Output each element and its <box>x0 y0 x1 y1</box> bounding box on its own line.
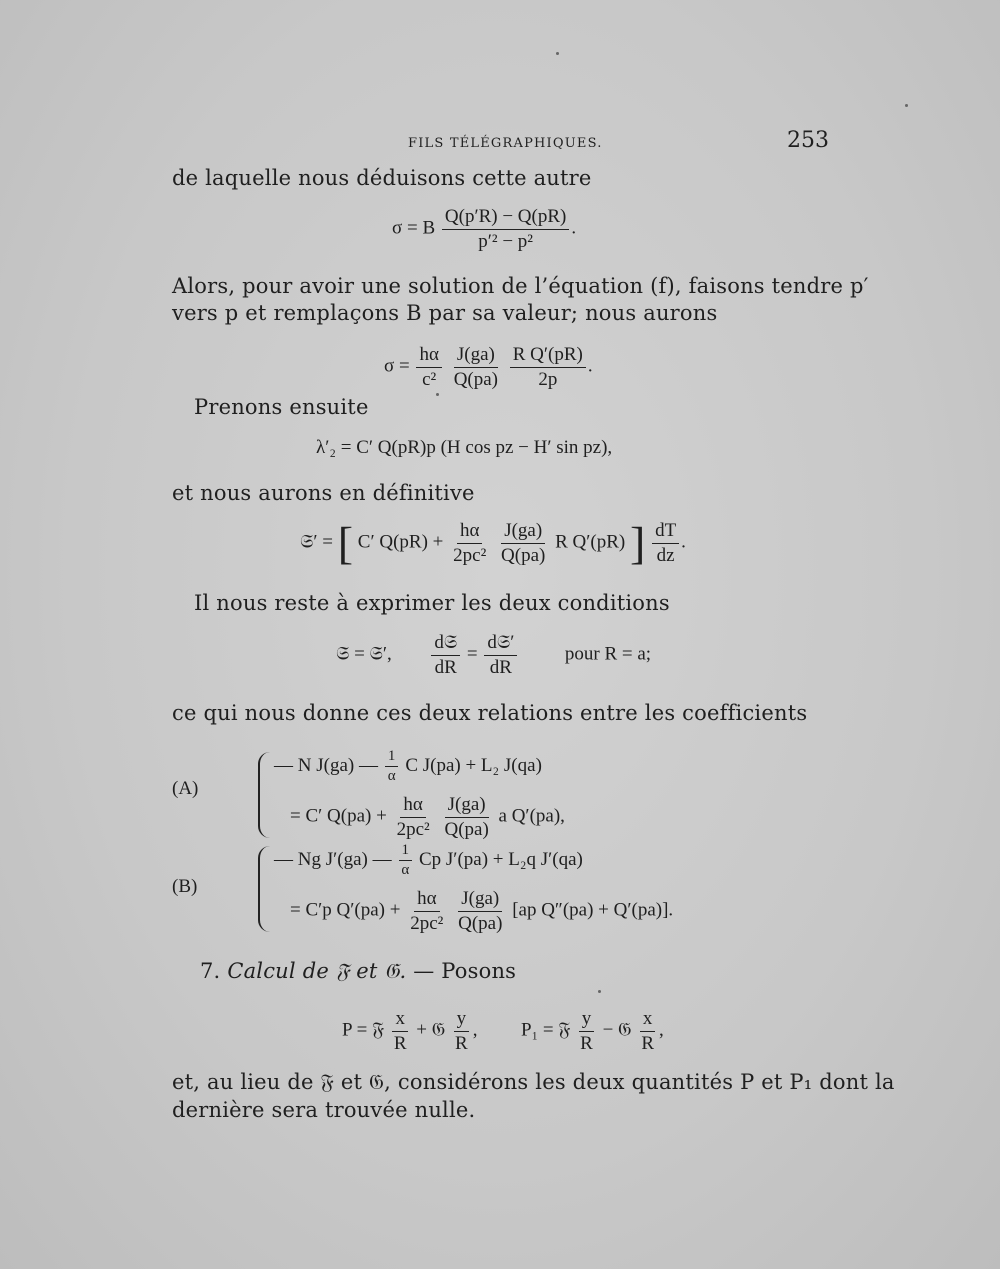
paragraph-6: ce qui nous donne ces deux relations entre les coefficients <box>172 701 808 725</box>
sysA-l1-den: α <box>387 768 396 785</box>
eq5-f2-num: d𝔖′ <box>484 632 517 656</box>
eq5-f2-den: dR <box>489 656 512 678</box>
paragraph-3: Prenons ensuite <box>194 395 369 419</box>
eq4-f1-den: 2pc² <box>453 544 487 566</box>
eq4-frac-3 <box>652 520 679 567</box>
sysA-l2-b: a Q′(pa), <box>498 805 565 827</box>
eq6-f2-num: y <box>454 1008 470 1032</box>
eq1-denominator: p′² − p² <box>478 230 533 252</box>
eq4-term-b: R Q′(pR) <box>555 531 626 553</box>
sysA-l1-a: — N J(ga) — <box>274 755 378 777</box>
eq4-f2-den: Q(pa) <box>501 544 546 566</box>
equation-conditions <box>336 632 651 679</box>
sysB-l2-f2-num: J(ga) <box>458 888 502 912</box>
eq5-term-a: 𝔖 = 𝔖′, <box>336 643 392 665</box>
sysB-l2-a: = C′p Q′(pa) + <box>290 899 401 921</box>
eq6-f3-num: y <box>579 1008 595 1032</box>
sysA-l2-frac-1 <box>394 794 433 841</box>
eq6-frac-2 <box>452 1008 471 1055</box>
sysB-l1-a: — Ng J′(ga) — <box>274 849 392 871</box>
system-b-label: (B) <box>172 876 198 897</box>
eq6-f4-num: x <box>640 1008 656 1032</box>
eq4-close-bracket: ] <box>629 517 646 569</box>
eq4-open-bracket: [ <box>337 517 354 569</box>
paragraph-2a: Alors, pour avoir une solution de l’équation (f), faisons tendre p′ <box>172 274 869 298</box>
eq4-term-a: C′ Q(pR) + <box>357 531 444 553</box>
paragraph-1: de laquelle nous déduisons cette autre <box>172 166 592 190</box>
eq5-frac-2 <box>484 632 517 679</box>
paper-speck <box>436 393 439 396</box>
eq6-f2-den: R <box>455 1032 468 1054</box>
eq4-f1-num: hα <box>457 520 482 544</box>
system-a-line-2 <box>290 794 565 841</box>
eq6-end: , <box>659 1019 664 1041</box>
sysB-l1-den: α <box>401 862 410 879</box>
sysB-l1-b: Cp J′(pa) + L₂q J′(qa) <box>418 849 583 871</box>
paragraph-5: Il nous reste à exprimer les deux conditions <box>194 591 670 615</box>
paragraph-8b: dernière sera trouvée nulle. <box>172 1098 476 1122</box>
section-7-rest: — Posons <box>406 959 517 983</box>
page-number: 253 <box>787 128 829 153</box>
eq6-f1-num: x <box>392 1008 408 1032</box>
sysA-l1-frac <box>385 748 399 786</box>
paper-speck <box>905 104 908 107</box>
system-a-brace <box>258 752 270 838</box>
sysB-l2-f1-num: hα <box>414 888 439 912</box>
eq4-frac-1 <box>450 520 489 567</box>
paper-speck <box>598 990 601 993</box>
eq2-f3-den: 2p <box>538 368 558 390</box>
eq1-tail: . <box>571 217 577 239</box>
eq6-f1-den: R <box>393 1032 407 1054</box>
eq1-numerator: Q(p′R) − Q(pR) <box>442 206 569 230</box>
system-a-label: (A) <box>172 778 199 799</box>
eq4-f3-num: dT <box>652 520 679 544</box>
sysB-l2-f2-den: Q(pa) <box>458 912 503 934</box>
sysB-l1-num: 1 <box>399 842 413 861</box>
equation-s-prime <box>300 517 686 569</box>
eq1-fraction <box>442 206 569 253</box>
eq1-lhs: σ = B <box>392 217 436 239</box>
paragraph-2b: vers p et remplaçons B par sa valeur; nous aurons <box>172 301 718 325</box>
eq4-f2-num: J(ga) <box>501 520 545 544</box>
paper-speck <box>556 52 559 55</box>
eq6-frac-1 <box>391 1008 410 1055</box>
system-b-line-2 <box>290 888 673 935</box>
section-7-number: 7. <box>200 959 228 983</box>
sysA-l2-a: = C′ Q(pa) + <box>290 805 387 827</box>
eq6-f4-den: R <box>641 1032 655 1054</box>
eq5-frac-1 <box>431 632 460 679</box>
eq6-frac-3 <box>577 1008 596 1055</box>
eq2-f2-den: Q(pa) <box>453 368 498 390</box>
eq5-condition: pour R = a; <box>564 643 652 665</box>
equation-sigma-1 <box>392 206 576 253</box>
sysA-l2-f1-num: hα <box>400 794 425 818</box>
eq2-f3-num: R Q′(pR) <box>510 344 586 368</box>
eq6-p1: P₁ = 𝔉 <box>520 1019 571 1041</box>
sysA-l2-f2-den: Q(pa) <box>444 818 489 840</box>
sysB-l2-f1-den: 2pc² <box>410 912 444 934</box>
equation-lambda: λ′₂ = C′ Q(pR)p (H cos pz − H′ sin pz), <box>316 437 613 458</box>
eq4-lhs: 𝔖′ = <box>300 531 333 553</box>
eq2-frac-1 <box>416 344 441 391</box>
sysA-l2-f2-num: J(ga) <box>445 794 489 818</box>
eq2-f2-num: J(ga) <box>454 344 498 368</box>
eq5-equals: = <box>466 643 478 665</box>
running-title: FILS TÉLÉGRAPHIQUES. <box>408 136 603 151</box>
equation-sigma-2 <box>384 344 593 391</box>
eq4-frac-2 <box>498 520 548 567</box>
eq6-minus-g: − 𝔊 <box>602 1019 632 1041</box>
system-a-line-1 <box>274 748 542 786</box>
system-b-brace <box>258 846 270 932</box>
eq5-f1-num: d𝔖 <box>431 632 460 656</box>
eq5-f1-den: dR <box>434 656 457 678</box>
eq2-f1-den: c² <box>422 368 437 390</box>
sysA-l2-frac-2 <box>441 794 491 841</box>
eq6-frac-4 <box>638 1008 657 1055</box>
eq6-separator: , <box>472 1019 478 1041</box>
eq6-f3-den: R <box>580 1032 593 1054</box>
sysB-l2-frac-1 <box>407 888 446 935</box>
eq2-frac-2 <box>451 344 501 391</box>
eq6-plus-g: + 𝔊 <box>416 1019 446 1041</box>
section-7-title: Calcul de 𝔉 et 𝔊. <box>227 959 407 983</box>
eq2-frac-3 <box>510 344 586 391</box>
paragraph-4: et nous aurons en définitive <box>172 481 475 505</box>
eq2-lhs: σ = <box>384 355 410 377</box>
paragraph-8a: et, au lieu de 𝔉 et 𝔊, considérons les deux quantités P et P₁ dont la <box>172 1070 895 1094</box>
equation-p-p1 <box>342 1008 664 1055</box>
sysB-l1-frac <box>398 842 412 880</box>
system-b-line-1 <box>274 842 583 880</box>
sysB-l2-frac-2 <box>455 888 505 935</box>
eq2-tail: . <box>587 355 593 377</box>
eq6-p: P = 𝔉 <box>342 1019 385 1041</box>
section-7-heading <box>200 959 516 984</box>
eq2-f1-num: hα <box>416 344 441 368</box>
sysB-l2-b: [ap Q″(pa) + Q′(pa)]. <box>512 899 674 921</box>
sysA-l1-b: C J(pa) + L₂ J(qa) <box>405 755 542 777</box>
eq4-tail: . <box>681 531 686 553</box>
eq4-f3-den: dz <box>656 544 675 566</box>
sysA-l1-num: 1 <box>385 748 399 767</box>
sysA-l2-f1-den: 2pc² <box>396 818 430 840</box>
